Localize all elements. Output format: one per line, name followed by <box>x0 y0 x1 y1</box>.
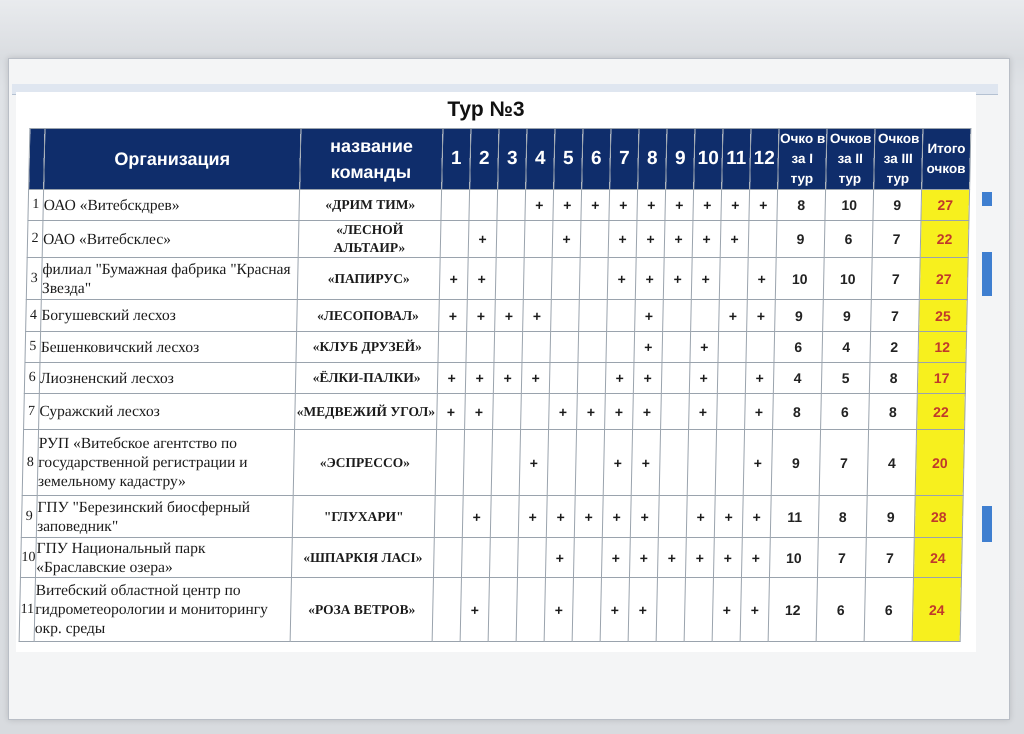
header-q7: 7 <box>610 129 639 190</box>
answer-mark-q5: + <box>546 496 575 538</box>
answer-mark-q12: + <box>747 258 776 300</box>
header-team: название команды <box>300 129 443 190</box>
answer-mark-q1 <box>434 496 463 538</box>
answer-mark-q6 <box>575 430 604 496</box>
header-round2: Очков за II тур <box>826 129 875 190</box>
answer-mark-q2 <box>461 538 490 578</box>
answer-mark-q7: + <box>600 578 629 642</box>
answer-mark-q2: + <box>468 221 497 258</box>
header-total: Итого очков <box>922 129 971 190</box>
answer-mark-q9 <box>661 394 690 430</box>
answer-mark-q5 <box>550 332 579 363</box>
round1-points: 9 <box>771 430 820 496</box>
answer-mark-q5: + <box>553 190 582 221</box>
total-points: 17 <box>917 363 966 394</box>
answer-mark-q8: + <box>633 394 662 430</box>
answer-mark-q6: + <box>574 496 603 538</box>
answer-mark-q5: + <box>544 578 573 642</box>
answer-mark-q4 <box>523 258 552 300</box>
answer-mark-q1: + <box>439 300 468 332</box>
round3-points: 8 <box>869 363 918 394</box>
answer-mark-q12 <box>748 221 777 258</box>
answer-mark-q2 <box>463 430 492 496</box>
team-name-cell: «ЁЛКИ-ПАЛКИ» <box>295 363 438 394</box>
answer-mark-q3: + <box>495 300 524 332</box>
table-row <box>24 363 966 394</box>
total-points: 12 <box>918 332 967 363</box>
total-points: 28 <box>914 496 963 538</box>
total-points: 22 <box>917 394 966 430</box>
total-points: 25 <box>919 300 968 332</box>
answer-mark-q2 <box>469 190 498 221</box>
table-row <box>19 578 961 642</box>
answer-mark-q1 <box>432 578 461 642</box>
answer-mark-q5: + <box>552 221 581 258</box>
scroll-marker-mid <box>982 252 992 296</box>
answer-mark-q7 <box>607 300 636 332</box>
answer-mark-q3 <box>488 578 517 642</box>
table-row <box>28 190 970 221</box>
answer-mark-q10: + <box>693 190 722 221</box>
round2-points: 6 <box>824 221 873 258</box>
answer-mark-q6 <box>579 258 608 300</box>
row-index: 11 <box>19 578 35 642</box>
answer-mark-q2: + <box>467 258 496 300</box>
total-points: 27 <box>921 190 970 221</box>
answer-mark-q9: + <box>664 221 693 258</box>
answer-mark-q12: + <box>745 394 774 430</box>
answer-mark-q6 <box>578 332 607 363</box>
answer-mark-q9 <box>662 332 691 363</box>
round1-points: 4 <box>773 363 822 394</box>
total-points: 24 <box>913 538 962 578</box>
row-index: 7 <box>24 394 40 430</box>
answer-mark-q12: + <box>741 538 770 578</box>
organization-cell: ОАО «Витебсклес» <box>42 221 299 258</box>
round3-points: 4 <box>867 430 916 496</box>
answer-mark-q3 <box>494 332 523 363</box>
round3-points: 9 <box>873 190 922 221</box>
answer-mark-q11 <box>718 332 747 363</box>
round3-points: 7 <box>865 538 914 578</box>
round1-points: 12 <box>768 578 817 642</box>
round1-points: 8 <box>773 394 822 430</box>
answer-mark-q6 <box>577 363 606 394</box>
answer-mark-q3 <box>491 430 520 496</box>
answer-mark-q1 <box>440 221 469 258</box>
answer-mark-q10: + <box>692 221 721 258</box>
answer-mark-q11: + <box>712 578 741 642</box>
header-q3: 3 <box>498 129 527 190</box>
table-row <box>25 332 967 363</box>
answer-mark-q10: + <box>690 332 719 363</box>
answer-mark-q12: + <box>740 578 769 642</box>
answer-mark-q9 <box>661 363 690 394</box>
round2-points: 5 <box>821 363 870 394</box>
total-points: 27 <box>919 258 968 300</box>
organization-cell: Витебский областной центр по гидрометеорологии и мониторингу окр. среды <box>34 578 291 642</box>
team-name-cell: «ШПАРКІЯ ЛАСІ» <box>291 538 434 578</box>
header-q4: 4 <box>526 129 555 190</box>
answer-mark-q3 <box>497 190 526 221</box>
round1-points: 10 <box>775 258 824 300</box>
organization-cell: Суражский лесхоз <box>39 394 296 430</box>
row-index: 5 <box>25 332 41 363</box>
organization-cell: Богушевский лесхоз <box>41 300 298 332</box>
header-q12: 12 <box>750 129 779 190</box>
answer-mark-q11 <box>717 394 746 430</box>
answer-mark-q12: + <box>745 363 774 394</box>
organization-cell: филиал "Бумажная фабрика "Красная Звезда" <box>41 258 298 300</box>
round2-points: 9 <box>823 300 872 332</box>
answer-mark-q9: + <box>663 258 692 300</box>
answer-mark-q4 <box>524 221 553 258</box>
total-points: 22 <box>920 221 969 258</box>
total-points: 24 <box>912 578 961 642</box>
answer-mark-q5 <box>551 300 580 332</box>
round1-points: 11 <box>770 496 819 538</box>
answer-mark-q6 <box>579 300 608 332</box>
answer-mark-q8: + <box>630 496 659 538</box>
round2-points: 10 <box>823 258 872 300</box>
answer-mark-q6: + <box>577 394 606 430</box>
answer-mark-q12: + <box>749 190 778 221</box>
answer-mark-q7: + <box>605 363 634 394</box>
team-name-cell: «ЭСПРЕССО» <box>293 430 436 496</box>
team-name-cell: «ЛЕСНОЙ АЛЬТАИР» <box>298 221 441 258</box>
header-q11: 11 <box>722 129 751 190</box>
header-q2: 2 <box>470 129 499 190</box>
round2-points: 4 <box>822 332 871 363</box>
answer-mark-q8: + <box>631 430 660 496</box>
round1-points: 8 <box>777 190 826 221</box>
results-table <box>19 128 972 642</box>
answer-mark-q8: + <box>633 363 662 394</box>
row-index: 1 <box>28 190 44 221</box>
round1-points: 10 <box>769 538 818 578</box>
team-name-cell: «ДРИМ ТИМ» <box>299 190 442 221</box>
scroll-marker-low <box>982 506 992 542</box>
answer-mark-q7: + <box>608 221 637 258</box>
answer-mark-q1 <box>433 538 462 578</box>
answer-mark-q5 <box>549 363 578 394</box>
answer-mark-q4 <box>521 394 550 430</box>
answer-mark-q4 <box>516 578 545 642</box>
answer-mark-q6 <box>573 538 602 578</box>
answer-mark-q2 <box>466 332 495 363</box>
answer-mark-q12 <box>746 332 775 363</box>
header-q1: 1 <box>442 129 471 190</box>
round2-points: 7 <box>817 538 866 578</box>
answer-mark-q10: + <box>685 538 714 578</box>
answer-mark-q9 <box>659 430 688 496</box>
answer-mark-q5: + <box>545 538 574 578</box>
round1-points: 6 <box>774 332 823 363</box>
answer-mark-q4: + <box>523 300 552 332</box>
answer-mark-q8: + <box>636 221 665 258</box>
team-name-cell: «ПАПИРУС» <box>297 258 440 300</box>
answer-mark-q11: + <box>720 221 749 258</box>
table-row <box>27 221 969 258</box>
round2-points: 7 <box>819 430 868 496</box>
answer-mark-q3 <box>493 394 522 430</box>
answer-mark-q11: + <box>719 300 748 332</box>
answer-mark-q11: + <box>721 190 750 221</box>
row-index: 8 <box>22 430 38 496</box>
round2-points: 10 <box>825 190 874 221</box>
header-q9: 9 <box>666 129 695 190</box>
answer-mark-q3 <box>495 258 524 300</box>
round3-points: 7 <box>872 221 921 258</box>
answer-mark-q3 <box>496 221 525 258</box>
answer-mark-q6 <box>572 578 601 642</box>
header-round1: Очко в за I тур <box>778 129 827 190</box>
answer-mark-q5 <box>547 430 576 496</box>
answer-mark-q4: + <box>519 430 548 496</box>
table-row <box>22 430 964 496</box>
answer-mark-q12: + <box>747 300 776 332</box>
answer-mark-q11 <box>719 258 748 300</box>
answer-mark-q11: + <box>714 496 743 538</box>
header-q10: 10 <box>694 129 723 190</box>
table-row <box>26 300 968 332</box>
organization-cell: ОАО «Витебскдрев» <box>43 190 300 221</box>
answer-mark-q7: + <box>601 538 630 578</box>
answer-mark-q10 <box>684 578 713 642</box>
answer-mark-q2: + <box>462 496 491 538</box>
row-index: 10 <box>20 538 36 578</box>
answer-mark-q1 <box>441 190 470 221</box>
page-title: Тур №3 <box>447 98 525 121</box>
organization-cell: ГПУ "Березинский биосферный заповедник" <box>36 496 293 538</box>
answer-mark-q7: + <box>609 190 638 221</box>
answer-mark-q4: + <box>525 190 554 221</box>
organization-cell: Бешенковичский лесхоз <box>40 332 297 363</box>
answer-mark-q4: + <box>521 363 550 394</box>
answer-mark-q8: + <box>637 190 666 221</box>
answer-mark-q11 <box>717 363 746 394</box>
total-points: 20 <box>915 430 964 496</box>
answer-mark-q2: + <box>465 394 494 430</box>
round3-points: 7 <box>871 258 920 300</box>
answer-mark-q10 <box>691 300 720 332</box>
round3-points: 6 <box>864 578 913 642</box>
answer-mark-q10 <box>687 430 716 496</box>
answer-mark-q8: + <box>634 332 663 363</box>
answer-mark-q7: + <box>607 258 636 300</box>
answer-mark-q9: + <box>657 538 686 578</box>
answer-mark-q8: + <box>635 258 664 300</box>
answer-mark-q3 <box>489 538 518 578</box>
answer-mark-q10: + <box>686 496 715 538</box>
team-name-cell: «РОЗА ВЕТРОВ» <box>290 578 433 642</box>
table-body <box>19 190 969 642</box>
answer-mark-q12: + <box>743 430 772 496</box>
answer-mark-q7: + <box>603 430 632 496</box>
answer-mark-q10: + <box>689 363 718 394</box>
answer-mark-q1 <box>435 430 464 496</box>
scroll-marker-top <box>982 192 992 206</box>
table-row <box>24 394 966 430</box>
team-name-cell: «КЛУБ ДРУЗЕЙ» <box>296 332 439 363</box>
answer-mark-q7 <box>606 332 635 363</box>
answer-mark-q3: + <box>493 363 522 394</box>
table-row <box>20 538 962 578</box>
answer-mark-q4 <box>522 332 551 363</box>
answer-mark-q9 <box>658 496 687 538</box>
header-q6: 6 <box>582 129 611 190</box>
row-index: 9 <box>21 496 37 538</box>
header-organization: Организация <box>44 129 301 190</box>
answer-mark-q4: + <box>518 496 547 538</box>
answer-mark-q12: + <box>742 496 771 538</box>
team-name-cell: "ГЛУХАРИ" <box>292 496 435 538</box>
answer-mark-q10: + <box>689 394 718 430</box>
round3-points: 7 <box>871 300 920 332</box>
answer-mark-q11: + <box>713 538 742 578</box>
row-index: 3 <box>26 258 42 300</box>
answer-mark-q1: + <box>437 363 466 394</box>
answer-mark-q6: + <box>581 190 610 221</box>
answer-mark-q9: + <box>665 190 694 221</box>
answer-mark-q9 <box>663 300 692 332</box>
answer-mark-q8: + <box>635 300 664 332</box>
header-q8: 8 <box>638 129 667 190</box>
answer-mark-q3 <box>490 496 519 538</box>
team-name-cell: «ЛЕСОПОВАЛ» <box>297 300 440 332</box>
answer-mark-q7: + <box>605 394 634 430</box>
monitor-bezel-top <box>0 0 1024 60</box>
round2-points: 8 <box>818 496 867 538</box>
answer-mark-q2: + <box>465 363 494 394</box>
answer-mark-q9 <box>656 578 685 642</box>
answer-mark-q6 <box>580 221 609 258</box>
organization-cell: РУП «Витебское агентство по государственной регистрации и земельному кадастру» <box>37 430 294 496</box>
round3-points: 2 <box>870 332 919 363</box>
answer-mark-q2: + <box>467 300 496 332</box>
answer-mark-q5 <box>551 258 580 300</box>
round2-points: 6 <box>821 394 870 430</box>
round3-points: 9 <box>866 496 915 538</box>
header-corner <box>29 129 45 190</box>
organization-cell: ГПУ Национальный парк «Браславские озера» <box>35 538 292 578</box>
round3-points: 8 <box>869 394 918 430</box>
organization-cell: Лиозненский лесхоз <box>39 363 296 394</box>
header-round3: Очков за III тур <box>874 129 923 190</box>
answer-mark-q1 <box>438 332 467 363</box>
round1-points: 9 <box>775 300 824 332</box>
answer-mark-q10: + <box>691 258 720 300</box>
answer-mark-q8: + <box>629 538 658 578</box>
row-index: 2 <box>27 221 43 258</box>
table-row <box>21 496 963 538</box>
answer-mark-q2: + <box>460 578 489 642</box>
answer-mark-q5: + <box>549 394 578 430</box>
round1-points: 9 <box>776 221 825 258</box>
answer-mark-q11 <box>715 430 744 496</box>
row-index: 4 <box>26 300 42 332</box>
answer-mark-q4 <box>517 538 546 578</box>
row-index: 6 <box>24 363 40 394</box>
header-q5: 5 <box>554 129 583 190</box>
team-name-cell: «МЕДВЕЖИЙ УГОЛ» <box>295 394 438 430</box>
round2-points: 6 <box>816 578 865 642</box>
answer-mark-q7: + <box>602 496 631 538</box>
answer-mark-q1: + <box>439 258 468 300</box>
table-row <box>26 258 968 300</box>
answer-mark-q1: + <box>437 394 466 430</box>
answer-mark-q8: + <box>628 578 657 642</box>
